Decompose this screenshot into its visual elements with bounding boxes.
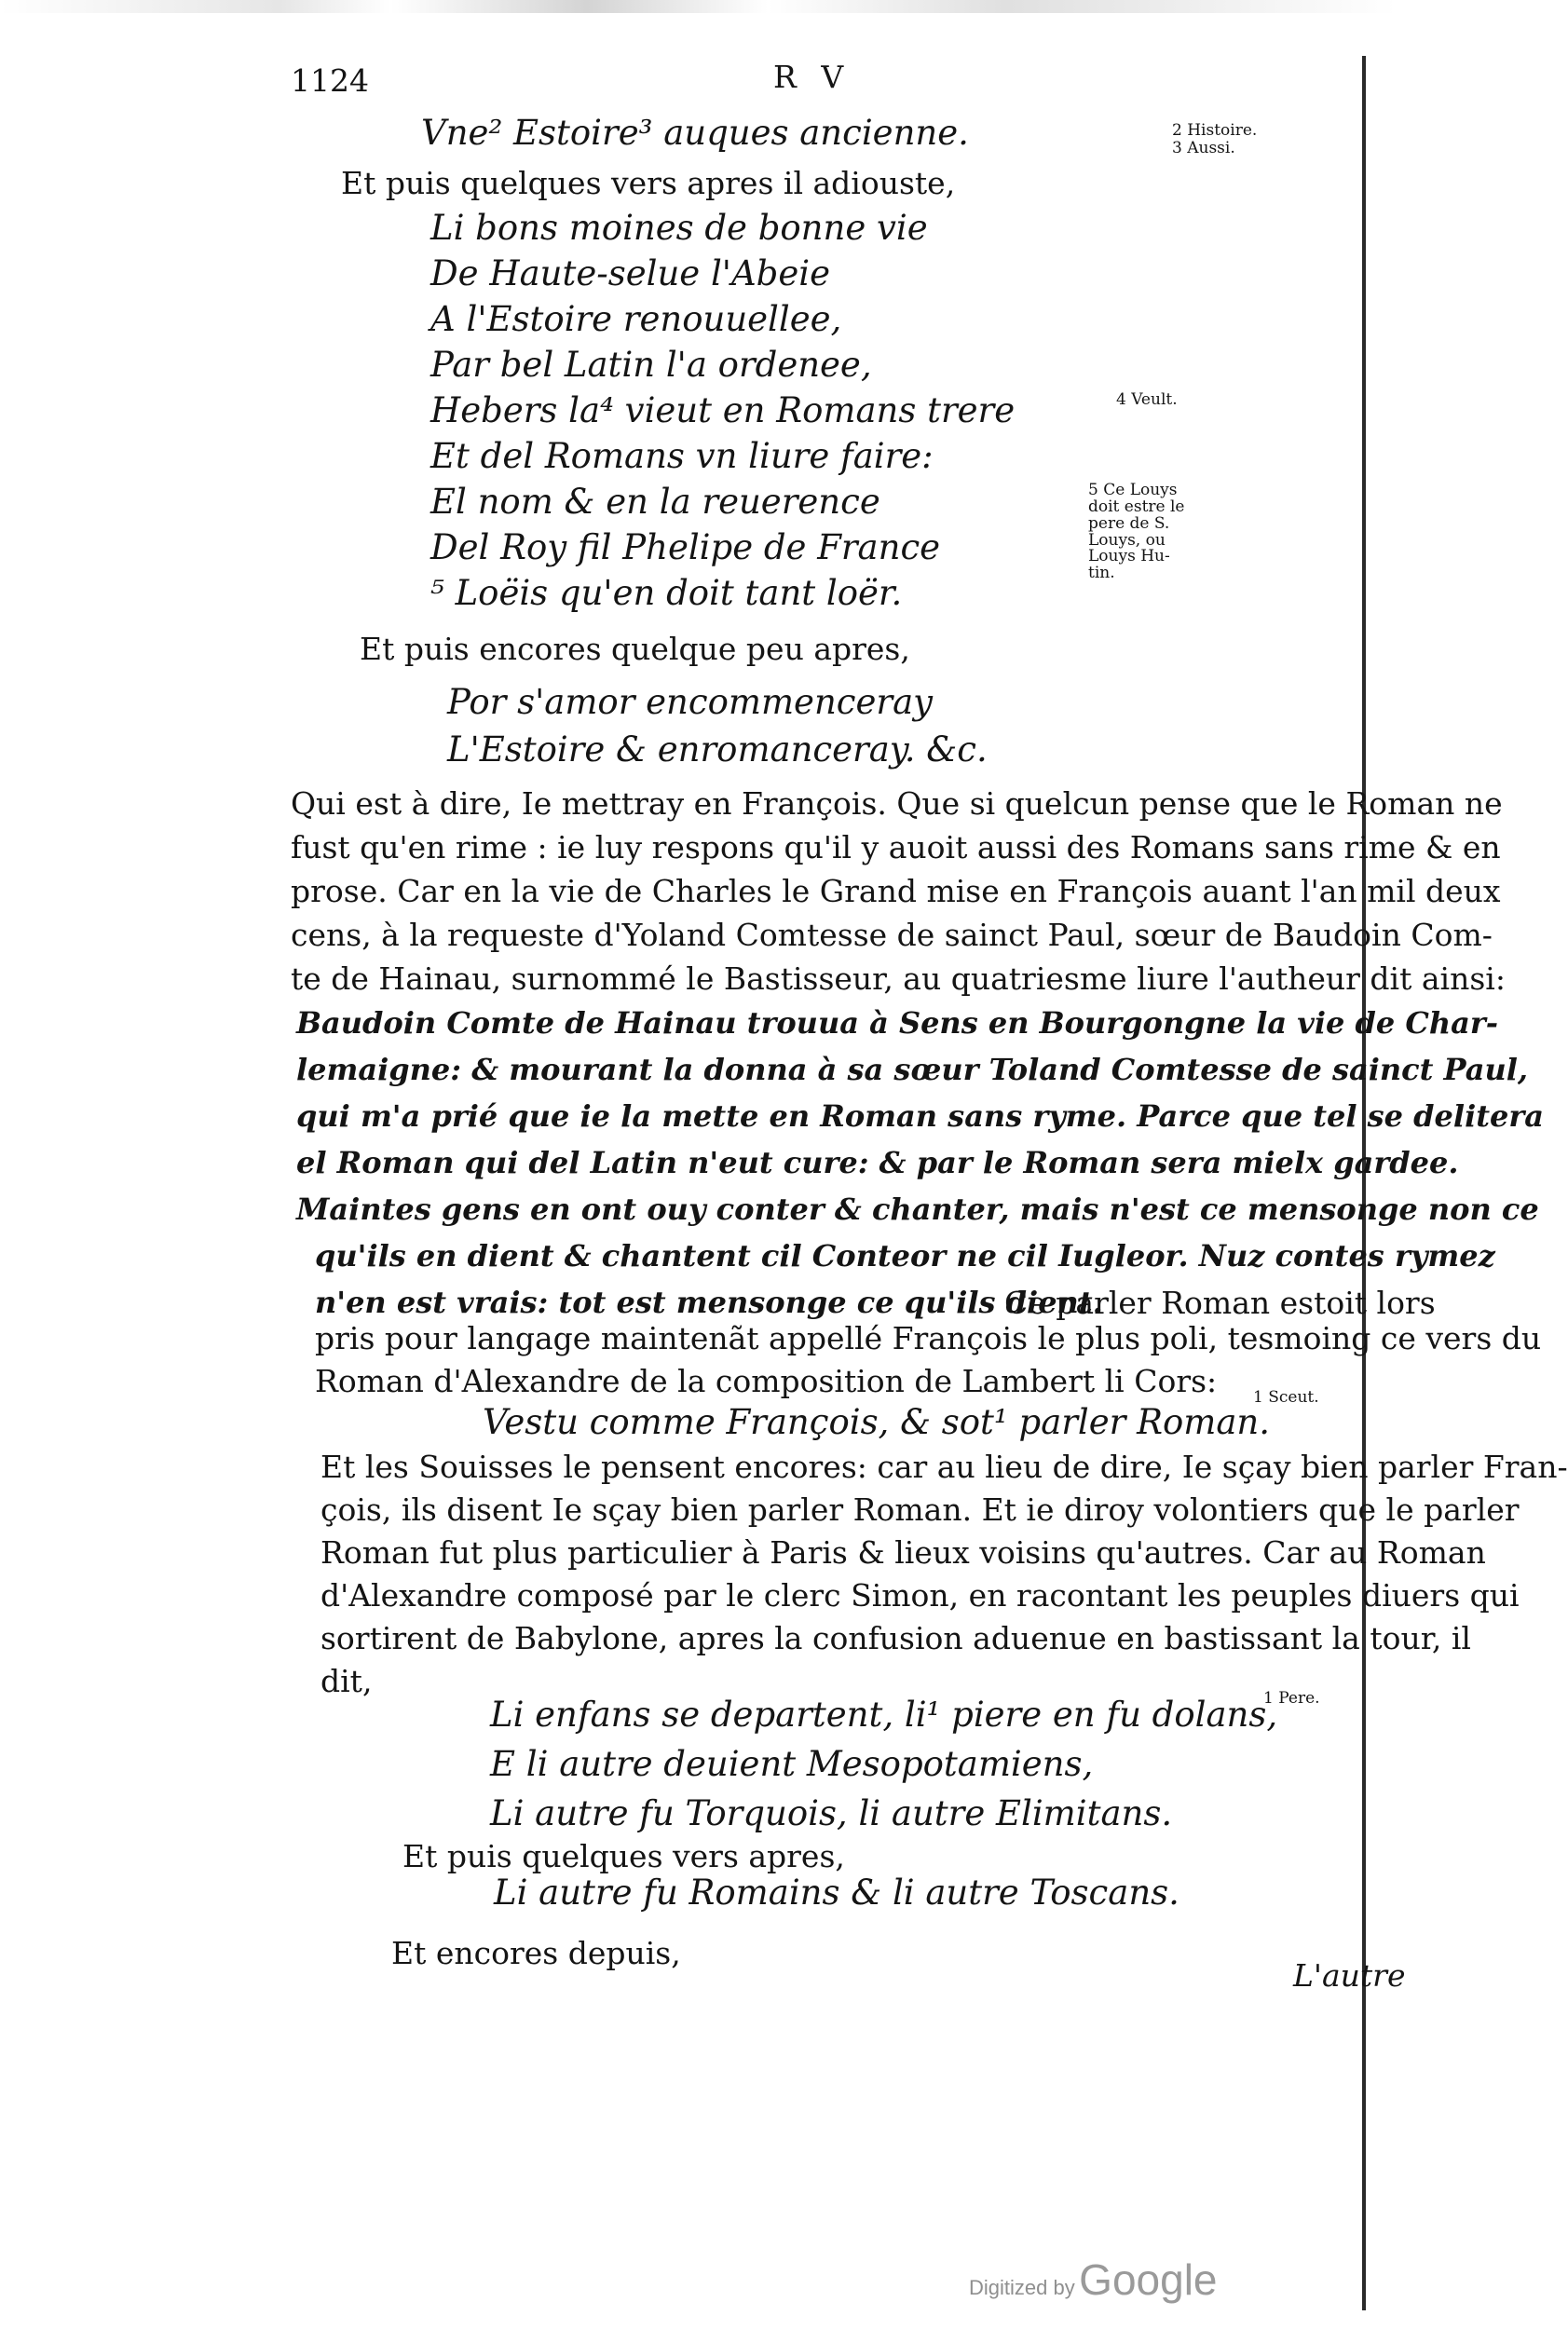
prose-line: Roman fut plus particulier à Paris & lieux voisins qu'autres. Car au Roman [320,1534,1486,1571]
running-head: R V [773,59,852,95]
catchword: L'autre [1293,1957,1406,1994]
prose-line: d'Alexandre composé par le clerc Simon, en racontant les peuples diuers qui [320,1577,1520,1614]
verse-line: Vestu comme François, & sot¹ parler Roman. [483,1402,1270,1442]
prose-line: Ce parler Roman estoit lors [1004,1285,1436,1321]
prose-line: Roman d'Alexandre de la composition de Lambert li Cors: [315,1363,1218,1399]
prose-line: te de Hainau, surnommé le Bastisseur, au quatriesme liure l'autheur dit ainsi: [291,960,1506,997]
verse-line: Li autre fu Torquois, li autre Elimitans. [490,1793,1173,1833]
verse-line: Vne² Estoire³ auques ancienne. [421,113,969,153]
prose-line: Et encores depuis, [391,1935,681,1971]
google-logo: Google [1079,2255,1218,2304]
page-number: 1124 [291,62,369,99]
quote-line: el Roman qui del Latin n'eut cure: & par le Roman sera mielx gardee. [296,1145,1459,1180]
prose-line: cens, à la requeste d'Yoland Comtesse de sainct Paul, sœur de Baudoin Com- [291,917,1493,953]
margin-note: 1 Pere. [1263,1689,1320,1708]
quote-line: qu'ils en dient & chantent cil Conteor ne cil Iugleor. Nuz contes rymez [315,1238,1495,1273]
prose-line: prose. Car en la vie de Charles le Grand mise en François auant l'an mil deux [291,873,1501,909]
verse-line: L'Estoire & enromanceray. &c. [447,729,988,770]
margin-note: 4 Veult. [1116,390,1178,409]
quote-line: Maintes gens en ont ouy conter & chanter, mais n'est ce mensonge non ce [296,1192,1539,1227]
margin-note: 2 Histoire. [1172,121,1258,140]
margin-note: 1 Sceut. [1253,1388,1319,1407]
verse-line: Par bel Latin l'a ordenee, [430,345,872,385]
verse-line: Del Roy fil Phelipe de France [430,527,941,567]
verse-line: Li enfans se departent, li¹ piere en fu dolans, [490,1695,1278,1735]
prose-line: Et puis quelques vers apres il adiouste, [341,165,956,201]
quote-line: lemaigne: & mourant la donna à sa sœur Toland Comtesse de sainct Paul, [296,1052,1529,1087]
quote-line: n'en est vrais: tot est mensonge ce qu'ils dient. [315,1285,1103,1320]
prose-line: fust qu'en rime : ie luy respons qu'il y auoit aussi des Romans sans rime & en [291,829,1501,865]
page-top-edge [0,0,1397,13]
prose-line: dit, [320,1663,373,1699]
verse-line: A l'Estoire renouuellee, [430,299,842,339]
prose-line: Qui est à dire, Ie mettray en François. Que si quelcun pense que le Roman ne [291,785,1503,822]
margin-note-louys: 5 Ce Louys doit estre le pere de S. Louys, ou Louys Hu- tin. [1088,481,1185,583]
verse-line: Hebers la⁴ vieut en Romans trere [430,390,1016,430]
prose-line: sortirent de Babylone, apres la confusion aduenue en bastissant la tour, il [320,1620,1471,1656]
prose-line: Et les Souisses le pensent encores: car au lieu de dire, Ie sçay bien parler Fran- [320,1449,1568,1485]
prose-line: Et puis encores quelque peu apres, [360,631,910,667]
prose-line: Et puis quelques vers apres, [402,1838,845,1874]
quote-line: qui m'a prié que ie la mette en Roman sans ryme. Parce que tel se delitera [296,1098,1544,1134]
prose-line: pris pour langage maintenãt appellé François le plus poli, tesmoing ce vers du [315,1320,1542,1356]
verse-line: Li bons moines de bonne vie [430,208,928,248]
verse-line: Por s'amor encommenceray [447,682,934,722]
verse-line: ⁵ Loëis qu'en doit tant loër. [430,573,903,613]
watermark-prefix: Digitized by [969,2276,1075,2299]
verse-line: Et del Romans vn liure faire: [430,436,934,476]
quote-line: Baudoin Comte de Hainau trouua à Sens en Bourgongne la vie de Char- [296,1005,1499,1041]
verse-line: Li autre fu Romains & li autre Toscans. [494,1873,1179,1913]
margin-note: 3 Aussi. [1172,139,1235,157]
verse-line: E li autre deuient Mesopotamiens, [490,1744,1094,1784]
verse-line: De Haute-selue l'Abeie [430,253,830,293]
prose-line: çois, ils disent Ie sçay bien parler Roman. Et ie diroy volontiers que le parler [320,1491,1520,1528]
digitized-watermark [969,2254,1218,2305]
verse-line: El nom & en la reuerence [430,482,880,522]
